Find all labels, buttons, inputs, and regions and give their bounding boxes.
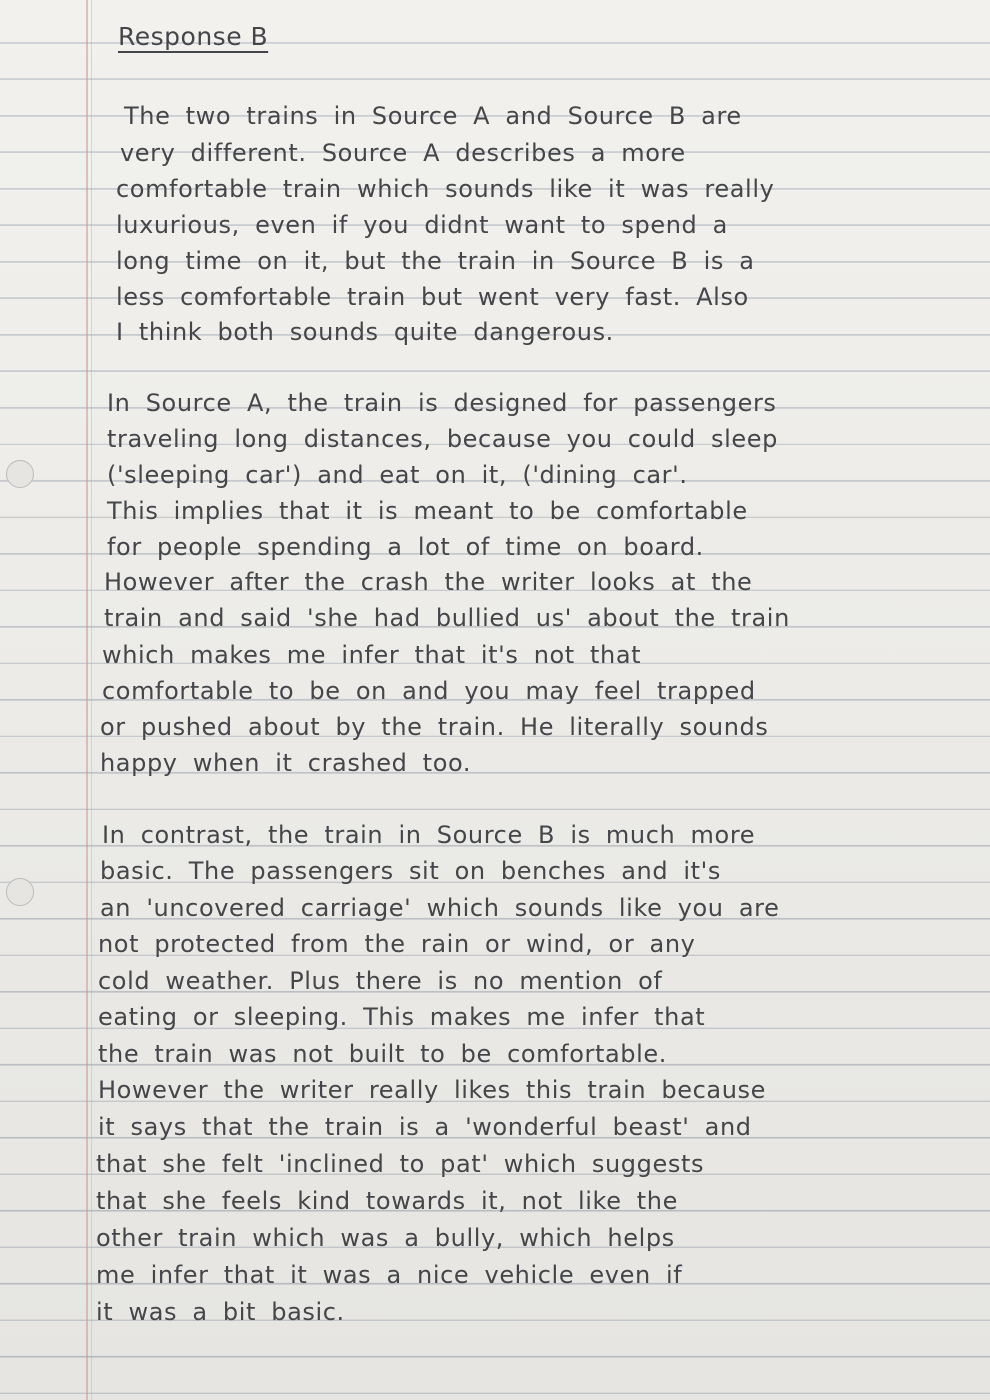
text-line: I think both sounds quite dangerous. — [116, 318, 614, 346]
punch-hole — [6, 878, 34, 906]
text-line: basic. The passengers sit on benches and it's — [100, 857, 721, 885]
text-line: me infer that it was a nice vehicle even if — [96, 1261, 683, 1289]
page-title: Response B — [118, 22, 269, 51]
text-line: comfortable train which sounds like it was really — [116, 175, 775, 203]
text-line: eating or sleeping. This makes me infer that — [98, 1003, 706, 1031]
text-line: which makes me infer that it's not that — [102, 641, 642, 669]
text-line: the train was not built to be comfortable. — [98, 1040, 667, 1068]
text-line: it was a bit basic. — [96, 1298, 345, 1326]
text-line: The two trains in Source A and Source B are — [124, 102, 742, 130]
text-line: comfortable to be on and you may feel trapped — [102, 677, 756, 705]
margin-line — [86, 0, 88, 1400]
text-line: train and said 'she had bullied us' about the train — [104, 604, 790, 632]
text-line: less comfortable train but went very fast. Also — [116, 283, 749, 311]
margin-line-secondary — [91, 0, 92, 1400]
text-line: ('sleeping car') and eat on it, ('dining car'. — [107, 461, 688, 489]
text-line: or pushed about by the train. He literally sounds — [100, 713, 769, 741]
text-line: very different. Source A describes a more — [120, 139, 686, 167]
text-line: happy when it crashed too. — [100, 749, 472, 777]
text-line: cold weather. Plus there is no mention of — [98, 967, 663, 995]
text-line: other train which was a bully, which helps — [96, 1224, 675, 1252]
text-line: traveling long distances, because you could sleep — [107, 425, 778, 453]
punch-hole — [6, 460, 34, 488]
text-line: long time on it, but the train in Source B is a — [116, 247, 755, 275]
text-line: This implies that it is meant to be comfortable — [107, 497, 748, 525]
text-line: for people spending a lot of time on board. — [107, 533, 704, 561]
text-line: it says that the train is a 'wonderful beast' and — [98, 1113, 752, 1141]
text-line: that she feels kind towards it, not like the — [96, 1187, 678, 1215]
text-line: However the writer really likes this train because — [98, 1076, 766, 1104]
text-line: not protected from the rain or wind, or any — [98, 930, 696, 958]
text-line: In contrast, the train in Source B is much more — [102, 821, 756, 849]
text-line: that she felt 'inclined to pat' which suggests — [96, 1150, 705, 1178]
text-line: In Source A, the train is designed for passengers — [107, 389, 777, 417]
text-line: However after the crash the writer looks at the — [104, 568, 753, 596]
text-line: luxurious, even if you didnt want to spend a — [116, 211, 728, 239]
text-line: an 'uncovered carriage' which sounds like you are — [100, 894, 780, 922]
